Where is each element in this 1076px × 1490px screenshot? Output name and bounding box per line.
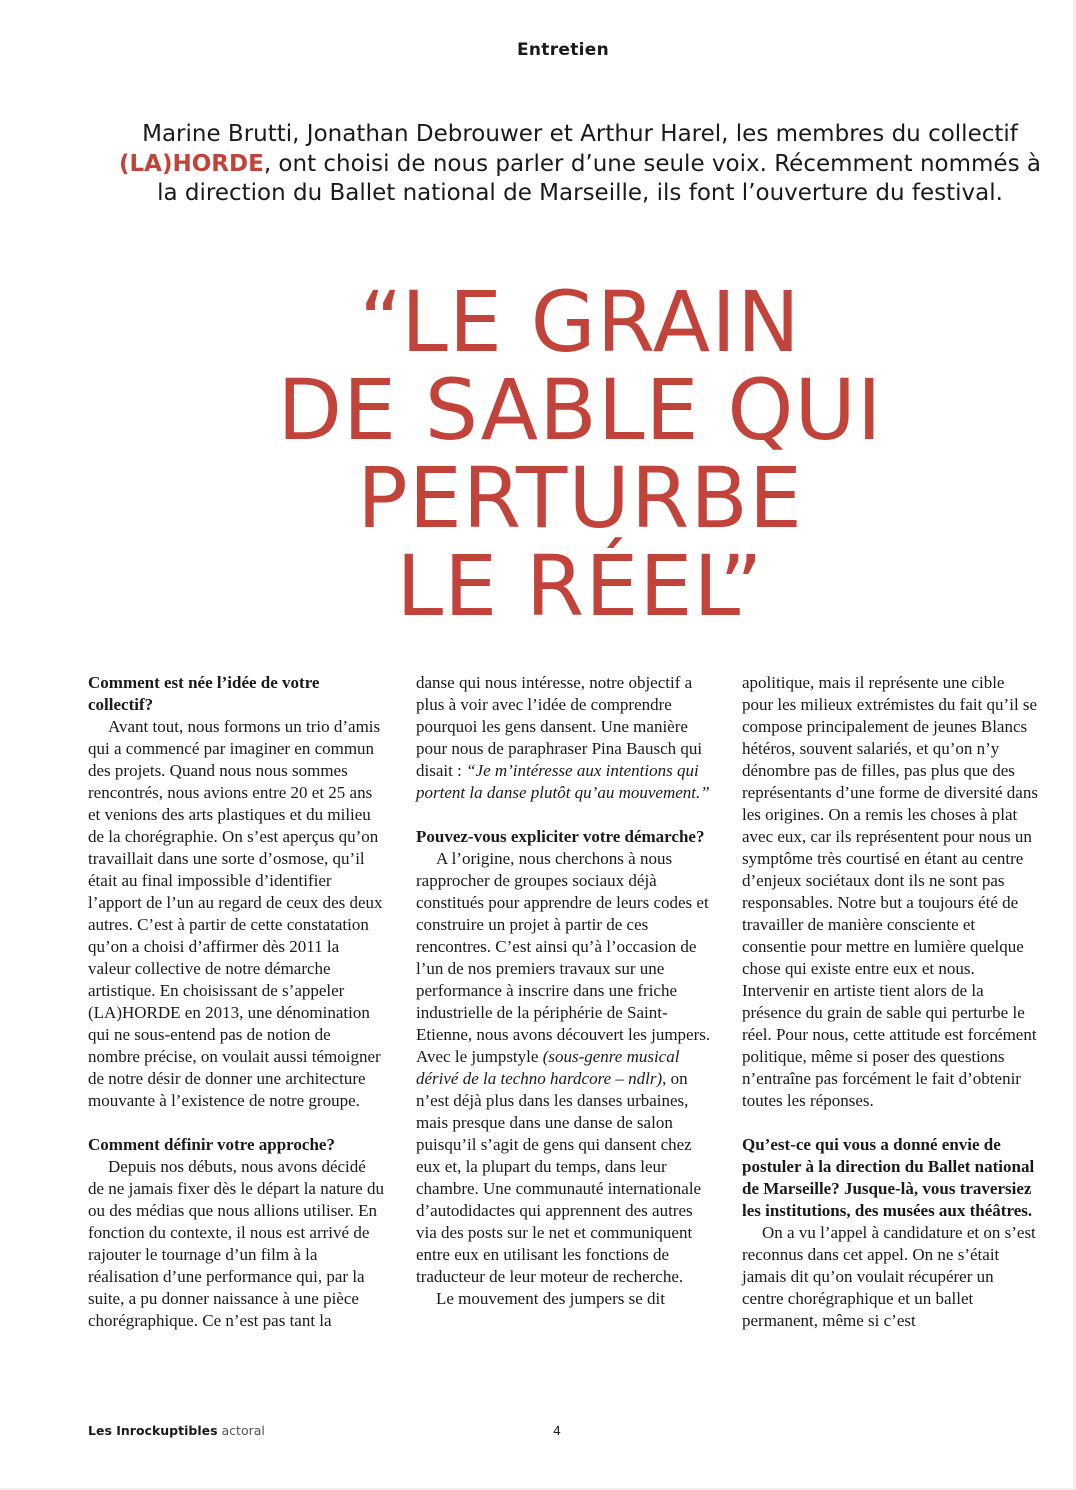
answer-text: , on n’est déjà plus dans les danses urbaines, mais presque dans une danse de salon puisqu’il s’agit de gens qui dansent chez eux et, la plupart du temps, dans leur chambre. Une communauté internationale d’autodidactes qui apprennent des autres via des posts sur le net et communiquent entre eux en utilisant les fonctions de traducteur de leur moteur de recherche. (416, 1069, 702, 1286)
intro-paragraph (110, 120, 1050, 209)
footer-publication (88, 1423, 265, 1438)
article-column-2 (416, 672, 712, 1310)
interview-answer: Avant tout, nous formons un trio d’amis qui a commencé par imaginer en commun des projets. Quand nous nous sommes rencontrés, nous avions entre 20 et 25 ans et venions des arts plastiques et du milieu de la chorégraphie. On s’est aperçus qu’on travaillait dans une sorte d’osmose, qu’il était au final impossible d’identifier l’apport de l’un au regard de ceux des deux autres. C’est à partir de cette constatation qu’on a choisi d’affirmer dès 2011 la valeur collective de notre démarche artistique. En choisissant de s’appeler (LA)HORDE en 2013, une dénomination qui ne sous-entend pas de notion de nombre précise, on voulait aussi témoigner de notre désir de donner une architecture mouvante à l’existence de notre groupe. (88, 717, 383, 1110)
article-column-1 (88, 672, 384, 1332)
headline-line-4: LE RÉEL” (396, 537, 764, 635)
editor-note: (sous-genre musical dérivé de la techno hardcore – ndlr) (416, 1047, 680, 1088)
intro-text-before: Marine Brutti, Jonathan Debrouwer et Arthur Harel, les membres du collectif (142, 121, 1018, 147)
answer-text: danse qui nous intéresse, notre objectif a plus à voir avec l’idée de comprendre pourquoi les gens dansent. Une manière pour nous de paraphraser Pina Bausch qui disait : (416, 673, 703, 780)
interview-answer: Depuis nos débuts, nous avons décidé de ne jamais fixer dès le départ la nature du ou des médias que nous allions utiliser. En fonction du contexte, il nous est arrivé de rajouter le tournage d’un film à la réalisation d’une performance qui, par la suite, a pu donner naissance à une pièce chorégraphique. Ce n’est pas tant la (88, 1157, 384, 1330)
headline-line-3: PERTURBE (357, 449, 803, 547)
collective-name: (LA)HORDE (119, 150, 264, 177)
interview-answer-continued: apolitique, mais il représente une cible pour les milieux extrémistes du fait qu’il se compose principalement de jeunes Blancs hétéros, souvent salariés, et qu’on n’y dénombre pas de filles, pas plus que des représentants d’une forme de diversité dans les origines. On a remis les choses à plat avec eux, car ils représentent pour nous un symptôme très courtisé en étant au centre d’enjeux sociétaux dont ils ne sont pas responsables. Notre but a toujours été de travailler de manière consciente et consentie pour mettre en lumière quelque chose qui existe entre eux et nous. Intervenir en artiste tient alors de la présence du grain de sable qui perturbe le réel. Pour nous, cette attitude est forcément politique, même si poser des questions n’entraîne pas forcément le fait d’obtenir toutes les réponses. (742, 673, 1038, 1110)
interview-answer (416, 848, 712, 1288)
page-number: 4 (553, 1423, 561, 1438)
interview-question: Qu’est-ce qui vous a donné envie de postuler à la direction du Ballet national de Marseille? Jusque-là, vous traversiez les institutions, des musées aux théâtres. (742, 1135, 1035, 1220)
article-column-3 (742, 672, 1038, 1332)
festival-name: actoral (221, 1423, 265, 1438)
section-rubric: Entretien (516, 40, 610, 60)
intro-text-after: , ont choisi de nous parler d’une seule voix. Récemment nommés à la direction du Ballet national de Marseille, ils font l’ouverture du festival. (157, 150, 1041, 206)
interview-answer: On a vu l’appel à candidature et on s’est reconnus dans cet appel. On ne s’était jamais dit qu’on voulait récupérer un centre chorégraphique et un ballet permanent, même si c’est (742, 1223, 1036, 1330)
headline-line-1: “LE GRAIN (359, 273, 801, 371)
interview-question: Pouvez-vous expliciter votre démarche? (416, 827, 705, 846)
pina-bausch-quote: “Je m’intéresse aux intentions qui portent la danse plutôt qu’au mouvement.” (416, 761, 710, 802)
interview-question: Comment est née l’idée de votre collectif? (88, 673, 320, 714)
publication-name: Les Inrockuptibles (88, 1423, 218, 1438)
answer-text: A l’origine, nous cherchons à nous rapprocher de groupes sociaux déjà constitués pour apprendre de leurs codes et construire un projet à partir de ces rencontres. C’est ainsi qu’à l’occasion de l’un de nos premiers travaux sur une performance à inscrire dans une friche industrielle de la périphérie de Saint-Etienne, nous avons découvert les jumpers. Avec le jumpstyle (416, 849, 711, 1066)
interview-answer-continued (416, 672, 712, 804)
interview-answer: Le mouvement des jumpers se dit (436, 1289, 665, 1308)
headline-quote (80, 273, 1076, 635)
headline-line-2: DE SABLE QUI (277, 361, 883, 459)
interview-question: Comment définir votre approche? (88, 1135, 335, 1154)
